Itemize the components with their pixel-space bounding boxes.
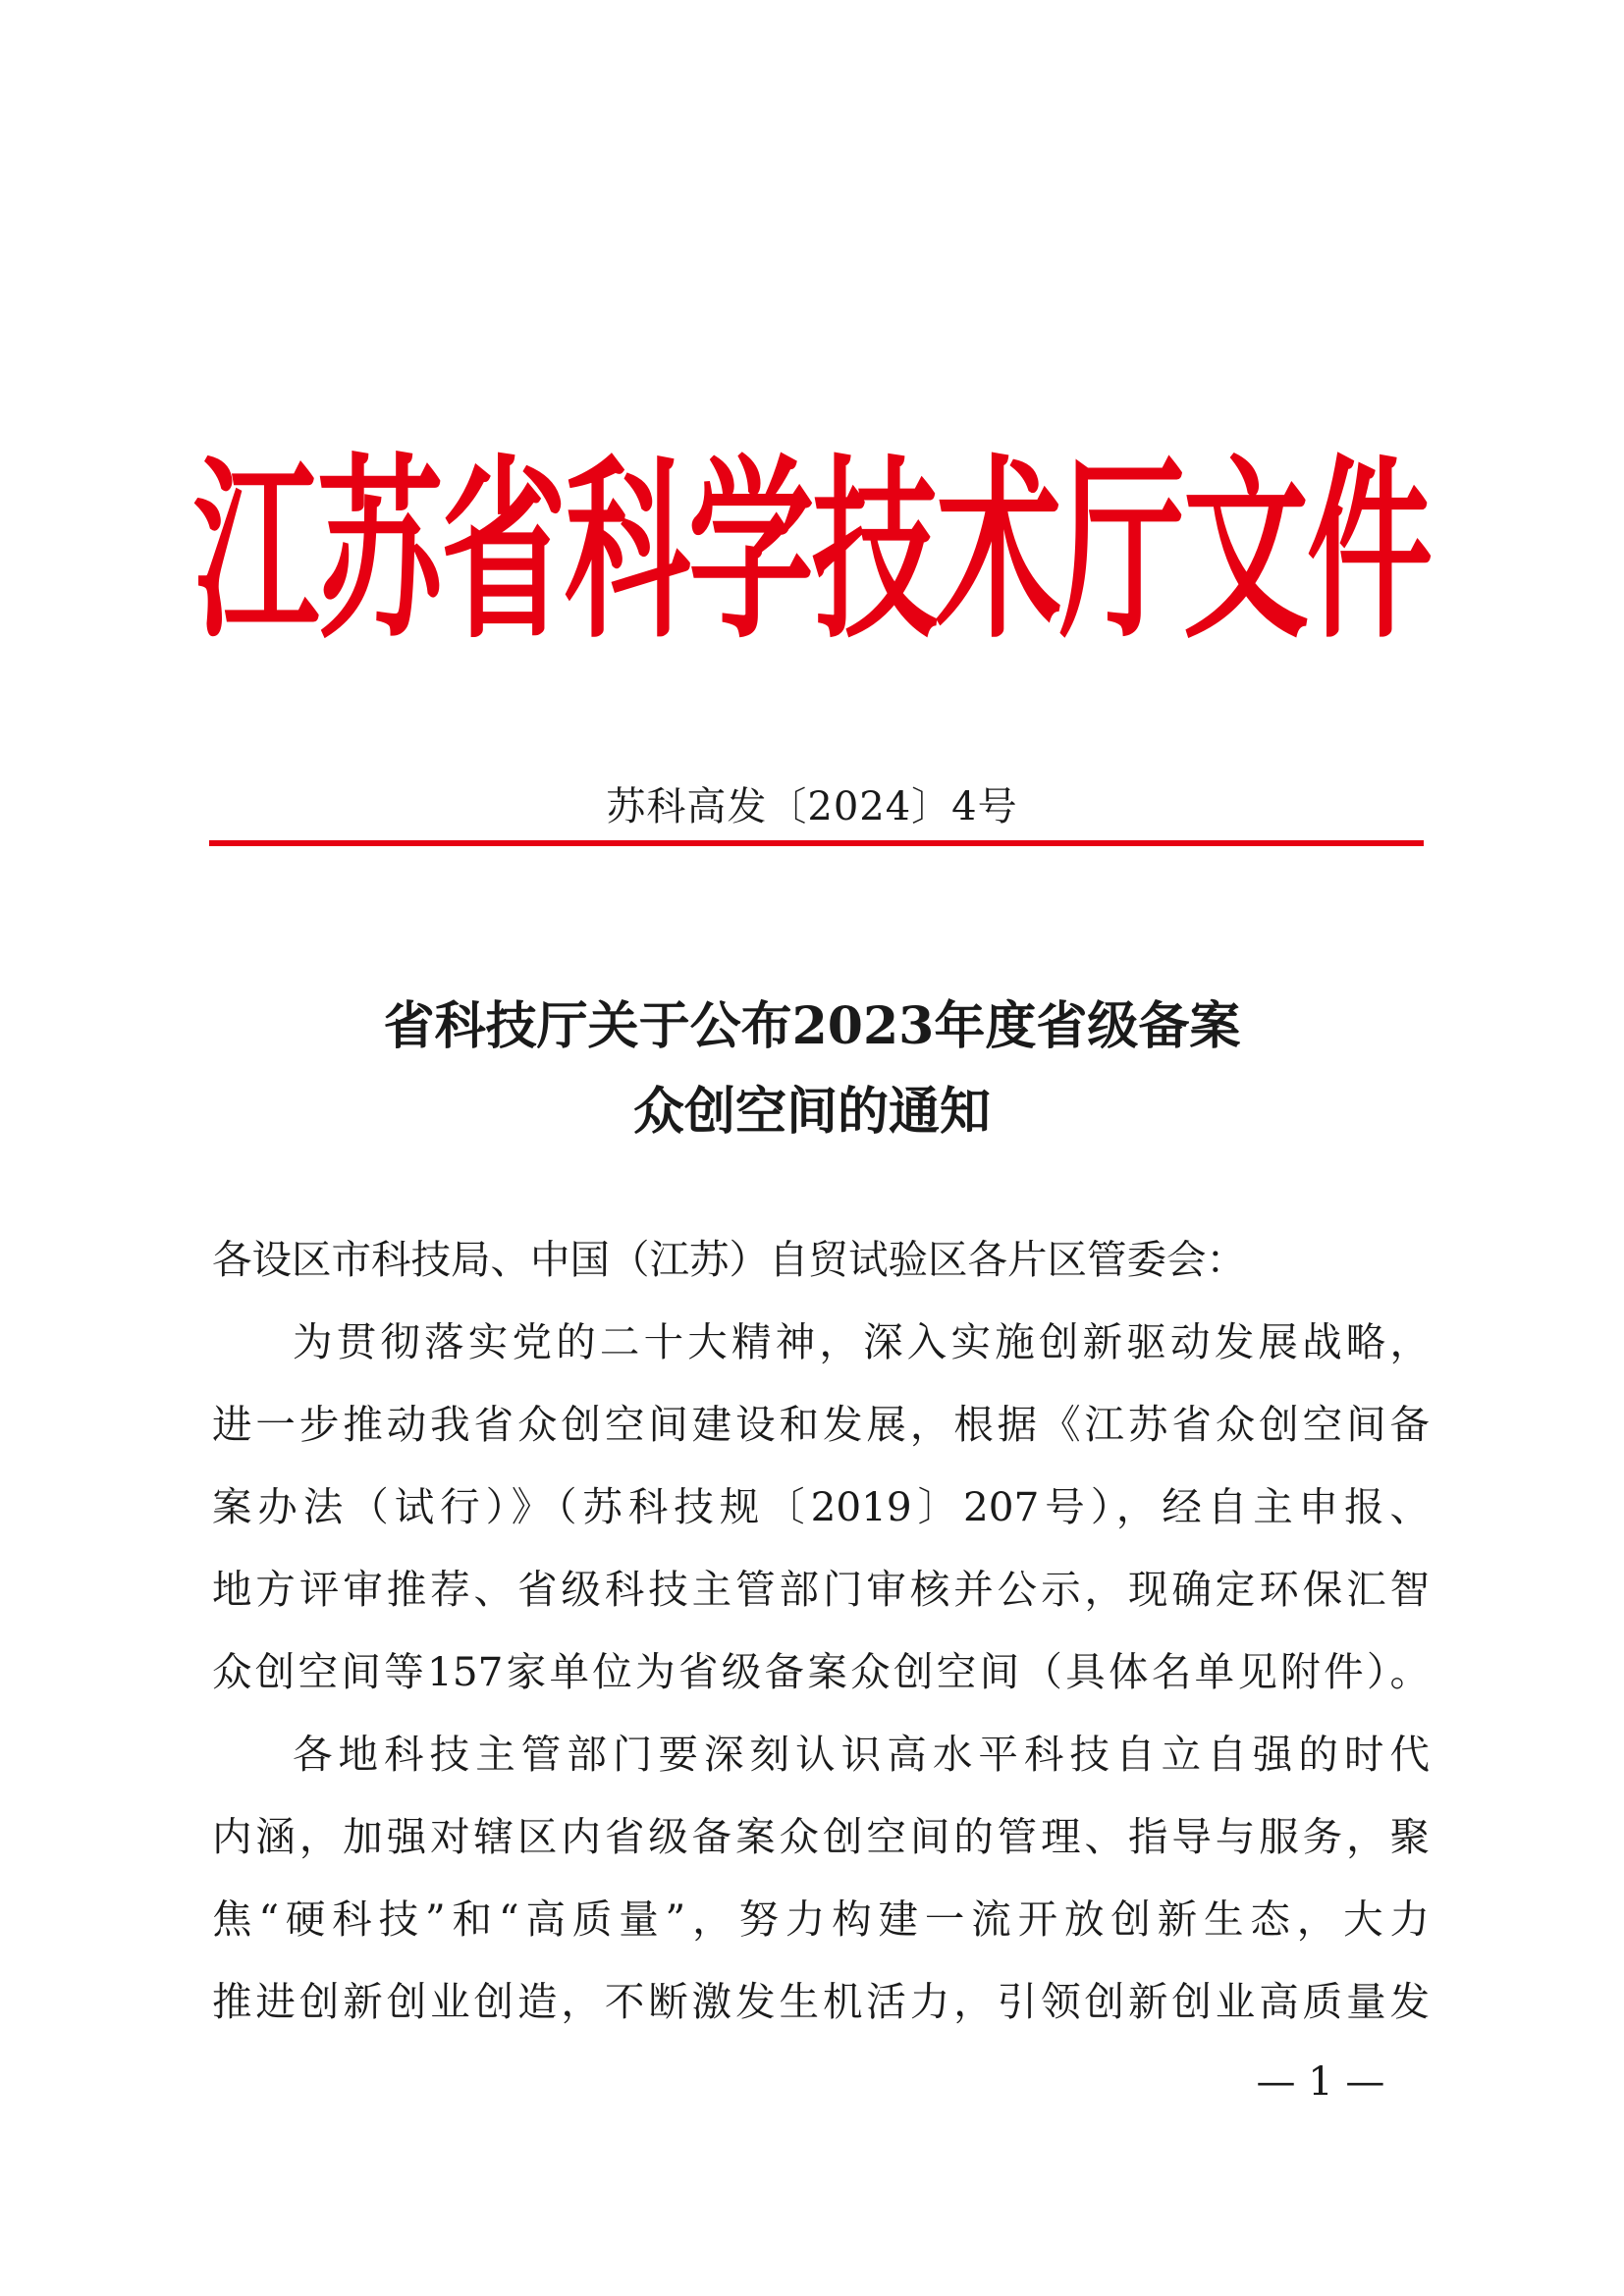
paragraph-2-line: 推进创新创业创造，不断激发生机活力，引领创新创业高质量发 xyxy=(212,1978,1430,2025)
notice-body xyxy=(212,1218,1430,2043)
paragraph-1-line: 案办法（试行）》（苏科技规〔2019〕207号），经自主申报、 xyxy=(212,1483,1430,1530)
paragraph-1-line: 地方评审推荐、省级科技主管部门审核并公示，现确定环保汇智 xyxy=(212,1566,1430,1613)
red-divider-line xyxy=(209,840,1424,846)
page-number: — 1 — xyxy=(1256,2059,1385,2105)
document-number: 苏科高发〔2024〕4号 xyxy=(606,784,1018,829)
masthead: 江苏省科学技术厅文件 xyxy=(193,439,1432,667)
paragraph-1-line: 进一步推动我省众创空间建设和发展，根据《江苏省众创空间备 xyxy=(212,1401,1430,1448)
paragraph-1-line: 众创空间等157家单位为省级备案众创空间（具体名单见附件）。 xyxy=(212,1648,1430,1695)
paragraph-2-line: 焦“硬科技”和“高质量”，努力构建一流开放创新生态，大力 xyxy=(212,1896,1430,1943)
paragraph-2-line: 各地科技主管部门要深刻认识高水平科技自立自强的时代 xyxy=(293,1731,1430,1778)
paragraph-1-line: 为贯彻落实党的二十大精神，深入实施创新驱动发展战略， xyxy=(293,1318,1430,1365)
paragraph-2-line: 内涵，加强对辖区内省级备案众创空间的管理、指导与服务，聚 xyxy=(212,1813,1430,1860)
addressee-line: 各设区市科技局、中国（江苏）自贸试验区各片区管委会： xyxy=(212,1236,1246,1283)
notice-title-line-2: 众创空间的通知 xyxy=(632,1082,991,1142)
notice-title-line-1: 省科技厅关于公布2023年度省级备案 xyxy=(383,996,1241,1056)
